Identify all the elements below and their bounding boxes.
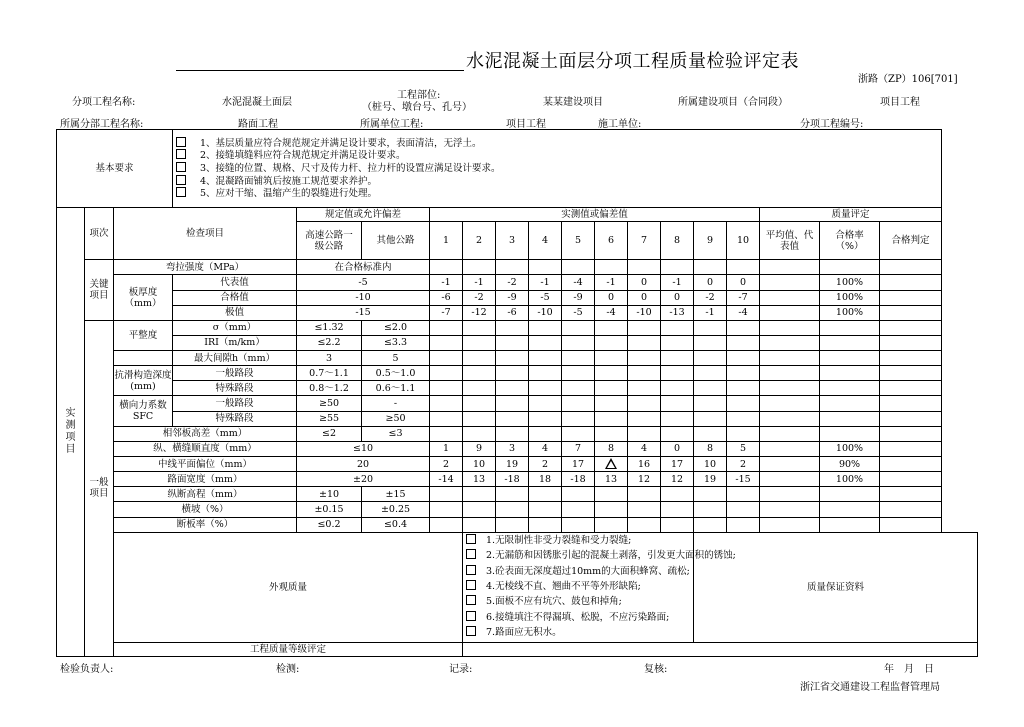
table-row [57,396,978,411]
measured-value: 0 [727,275,760,290]
col-num: 5 [562,221,595,259]
measured-value: -2 [496,275,529,290]
measured-value: 16 [628,457,661,472]
measured-value: 17 [661,457,694,472]
inspector-label: 检验负责人: [60,664,114,675]
basic-checkbox[interactable] [176,187,186,197]
table-row [57,472,978,487]
col-quality: 质量评定 [760,207,942,221]
spec-other: - [362,396,430,411]
measured-value: 2 [529,457,562,472]
measured-value-flagged [595,457,628,472]
table-row [57,351,978,366]
row-sublabel: IRI（m/km） [173,335,297,350]
col-seq: 项次 [85,207,114,259]
pass-rate: 90% [820,457,880,472]
measured-value: 12 [661,472,694,487]
appearance-item: 4.无棱线不直、翘曲不平等外形缺陷; [466,579,693,594]
table-row [57,411,978,426]
row-label: 纵断高程（mm） [114,487,297,502]
measured-value: 18 [529,472,562,487]
site-value: 某某建设项目 [543,97,603,108]
col-num: 7 [628,221,661,259]
measured-value: 10 [694,457,727,472]
basic-items [173,130,942,208]
col-spec-highway: 高速公路一级公路 [297,221,362,259]
row-sublabel: 极值 [173,305,297,320]
spec-other: 0.5～1.0 [362,366,430,381]
part-value: 路面工程 [238,119,278,130]
measured-value: -5 [562,305,595,320]
code-label: 分项工程编号: [800,119,864,130]
col-spec-other: 其他公路 [362,221,430,259]
measured-value: -12 [463,305,496,320]
table-row [57,290,978,305]
measured-value: -15 [727,472,760,487]
spec-highway: ±10 [297,487,362,502]
measured-value: -1 [694,305,727,320]
col-spec: 规定值或允许偏差 [297,207,430,221]
measured-value: -1 [463,275,496,290]
tester-label: 检测: [276,664,300,675]
appearance-item: 2.无漏筋和因锈胀引起的混凝土剥落，引发更大面积的锈蚀; [466,548,693,563]
measured-value: -18 [496,472,529,487]
measured-value: 0 [661,441,694,456]
measured-value: -2 [694,290,727,305]
col-num: 2 [463,221,496,259]
row-spec: -15 [297,305,430,320]
appearance-checkbox[interactable] [466,534,476,544]
spec-highway: 0.7～1.1 [297,366,362,381]
row-sublabel: 一般路段 [173,366,297,381]
row-label: 相邻板高差（mm） [114,426,297,441]
measured-value: -1 [430,275,463,290]
pass-rate: 100% [820,472,880,487]
measured-value: 12 [628,472,661,487]
appearance-checkbox[interactable] [466,611,476,621]
row-sublabel: 代表值 [173,275,297,290]
spec-other: ≤0.4 [362,517,430,532]
spec-highway: ≤0.2 [297,517,362,532]
measured-value: -9 [562,290,595,305]
col-num: 6 [595,221,628,259]
row-spec: ±20 [297,472,430,487]
measured-value: 0 [628,290,661,305]
measured-value: -1 [529,275,562,290]
general-items-label: 一般项目 [85,320,114,656]
form-title: 水泥混凝土面层分项工程质量检验评定表 [466,51,799,72]
row-spec: 在合格标准内 [297,260,430,275]
measured-value: 0 [694,275,727,290]
spec-highway: ±0.15 [297,502,362,517]
spec-other: ≥50 [362,411,430,426]
key-items-label: 关键项目 [85,260,114,321]
project-value: 项目工程 [880,97,920,108]
measured-value: -1 [595,275,628,290]
table-row [57,275,978,290]
authority-name: 浙江省交通建设工程监督管理局 [800,682,940,693]
appearance-item: 1.无限制性非受力裂缝和受力裂缝; [466,533,693,548]
row-spec: -10 [297,290,430,305]
basic-item: 1、基层质量应符合规范规定并满足设计要求，表面清洁，无浮土。 [176,137,941,150]
skid-label: 抗滑构造深度(mm) [114,366,173,396]
measured-value: -10 [628,305,661,320]
measured-value: 19 [694,472,727,487]
row-label: 断板率（%） [114,517,297,532]
measured-value: 3 [496,441,529,456]
unit-value: 项目工程 [506,119,546,130]
appearance-item: 7.路面应无积水。 [466,625,693,640]
appearance-label: 外观质量 [114,532,463,642]
measured-value: -7 [727,290,760,305]
spec-highway: ≥55 [297,411,362,426]
spec-other: 0.6～1.1 [362,381,430,396]
appearance-checkbox[interactable] [466,565,476,575]
table-row [57,260,978,275]
table-row [57,502,978,517]
measured-value: -1 [661,275,694,290]
basic-item: 2、接缝填缝料应符合规范规定并满足设计要求。 [176,149,941,162]
spec-other: ±0.25 [362,502,430,517]
row-sublabel: 最大间隙h（mm） [173,351,297,366]
project-label: 所属建设项目（合同段） [678,97,788,108]
measured-value: 13 [595,472,628,487]
measured-value: 2 [727,457,760,472]
row-spec: ≤10 [297,441,430,456]
measured-value: 7 [562,441,595,456]
col-num: 4 [529,221,562,259]
row-label: 横坡（%） [114,502,297,517]
spec-highway: 3 [297,351,362,366]
spec-other: ±15 [362,487,430,502]
spec-other: ≤3 [362,426,430,441]
table-row [57,441,978,456]
warning-triangle-icon [605,458,617,469]
appearance-items [463,532,736,642]
measured-value: -14 [430,472,463,487]
measured-value: -7 [430,305,463,320]
measured-value: -10 [529,305,562,320]
col-num: 10 [727,221,760,259]
site-label: 工程部位: [397,90,441,101]
row-sublabel: σ（mm） [173,320,297,335]
recorder-label: 记录: [449,664,473,675]
measured-value: 0 [628,275,661,290]
appearance-checkbox[interactable] [466,580,476,590]
row-label: 中线平面偏位（mm） [114,457,297,472]
col-avg: 平均值、代表值 [760,221,820,259]
appearance-checkbox[interactable] [466,549,476,559]
table-row [57,366,978,381]
measured-value: 13 [463,472,496,487]
measured-value: 10 [463,457,496,472]
table-row [57,381,978,396]
grade-value[interactable] [463,642,978,656]
table-row [57,320,978,335]
col-num: 8 [661,221,694,259]
measured-value: -4 [727,305,760,320]
col-judge: 合格判定 [880,221,942,259]
form-code: 浙路（ZP）106[701] [858,74,958,85]
appearance-item: 6.接缝填注不得漏填、松脱，不应污染路面; [466,610,693,625]
spec-other: ≤3.3 [362,335,430,350]
measured-value: -4 [562,275,595,290]
row-sublabel: 特殊路段 [173,411,297,426]
spec-highway: ≤1.32 [297,320,362,335]
basic-checkbox[interactable] [176,137,186,147]
item-name-label: 分项工程名称: [72,97,136,108]
measured-value: 17 [562,457,595,472]
col-num: 1 [430,221,463,259]
appearance-item: 5.面板不应有坑穴、鼓包和掉角; [466,594,693,609]
measured-value: -6 [430,290,463,305]
grade-label: 工程质量等级评定 [114,642,463,656]
spec-highway: 0.8～1.2 [297,381,362,396]
row-sublabel: 特殊路段 [173,381,297,396]
sfc-label: 横向力系数SFC [114,396,173,426]
measured-value: 8 [694,441,727,456]
pass-rate: 100% [820,441,880,456]
pass-rate: 100% [820,275,880,290]
basic-checkbox[interactable] [176,162,186,172]
part-label: 所属分部工程名称: [60,119,144,130]
measured-value: 2 [430,457,463,472]
quality-assurance-label: 质量保证资料 [694,532,978,642]
builder-label: 施工单位: [598,119,642,130]
col-num: 9 [694,221,727,259]
measured-value: -9 [496,290,529,305]
measured-section-label: 实测项目 [57,207,85,656]
table-row [57,487,978,502]
table-row [57,335,978,350]
unit-label: 所属单位工程: [360,119,424,130]
item-name-value: 水泥混凝土面层 [222,97,292,108]
col-rate: 合格率（%） [820,221,880,259]
row-spec: 20 [297,457,430,472]
pass-rate: 100% [820,305,880,320]
measured-value: 8 [595,441,628,456]
row-label: 纵、横缝顺直度（mm） [114,441,297,456]
measured-value: 4 [628,441,661,456]
basic-checkbox[interactable] [176,175,186,185]
appearance-checkbox[interactable] [466,626,476,636]
row-label: 路面宽度（mm） [114,472,297,487]
flatness-label: 平整度 [114,320,173,350]
spec-highway: ≤2 [297,426,362,441]
basic-item: 3、接缝的位置、规格、尺寸及传力杆、拉力杆的设置应满足设计要求。 [176,162,941,175]
col-measured: 实测值或偏差值 [430,207,760,221]
measured-value: 9 [463,441,496,456]
inspection-table [56,129,978,657]
basic-label: 基本要求 [57,130,173,208]
row-spec: -5 [297,275,430,290]
measured-value: -13 [661,305,694,320]
measured-value: 19 [496,457,529,472]
pass-rate: 100% [820,290,880,305]
measured-value: -2 [463,290,496,305]
measured-value: 1 [430,441,463,456]
spec-highway: ≥50 [297,396,362,411]
site-label-sub: （桩号、墩台号、孔号） [362,102,472,113]
basic-checkbox[interactable] [176,149,186,159]
appearance-checkbox[interactable] [466,595,476,605]
measured-value: -6 [496,305,529,320]
basic-item: 5、应对干缩、温缩产生的裂缝进行处理。 [176,187,941,200]
measured-value: -18 [562,472,595,487]
basic-item: 4、混凝路面铺筑后按施工规范要求养护。 [176,175,941,188]
measured-value: 0 [595,290,628,305]
thickness-label: 板厚度（mm） [114,275,173,320]
col-num: 3 [496,221,529,259]
table-row [57,426,978,441]
col-item: 检查项目 [114,207,297,259]
measured-value: 5 [727,441,760,456]
spec-other: ≤2.0 [362,320,430,335]
table-row [57,517,978,532]
date-label: 年 月 日 [884,664,934,675]
spec-other: 5 [362,351,430,366]
table-row [57,457,978,472]
measured-value: -4 [595,305,628,320]
row-sublabel: 一般路段 [173,396,297,411]
table-row [57,305,978,320]
measured-value: 4 [529,441,562,456]
appearance-item: 3.砼表面无深度超过10mm的大面积蜂窝、疏松; [466,564,693,579]
spec-highway: ≤2.2 [297,335,362,350]
measured-value: 0 [661,290,694,305]
reviewer-label: 复核: [644,664,668,675]
title-underline [176,70,464,71]
row-sublabel: 合格值 [173,290,297,305]
row-label: 弯拉强度（MPa） [114,260,297,275]
measured-value: -5 [529,290,562,305]
